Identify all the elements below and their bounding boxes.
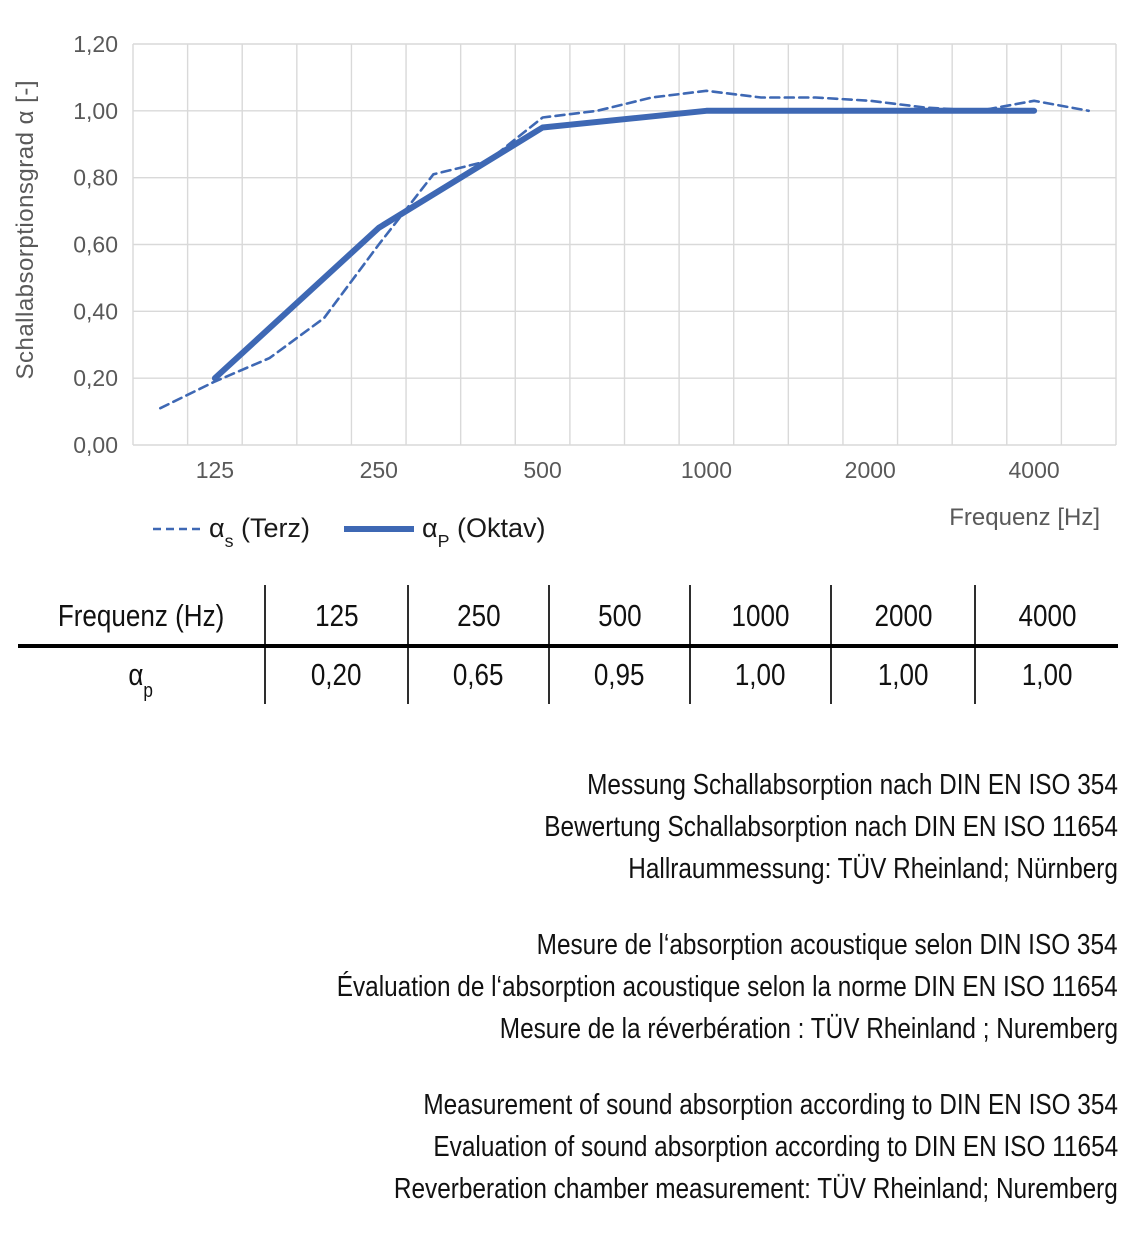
note-block-english xyxy=(0,1084,1118,1210)
x-axis-title: Frequenz [Hz] xyxy=(949,504,1100,531)
note-line: Messung Schallabsorption nach DIN EN ISO 354 xyxy=(587,769,1118,801)
chart-plot-area xyxy=(0,0,1135,500)
note-line: Mesure de la réverbération : TÜV Rheinland ; Nuremberg xyxy=(499,1013,1118,1045)
absorption-chart xyxy=(0,0,1135,585)
table-divider-rule xyxy=(18,644,1118,648)
svg-text:500: 500 xyxy=(523,457,562,483)
table-value-cell: 0,65 xyxy=(409,646,550,704)
legend-item-terz xyxy=(153,513,311,552)
table-frequency-header: 250 xyxy=(409,585,550,646)
svg-text:0,00: 0,00 xyxy=(73,432,118,458)
note-line: Measurement of sound absorption according to DIN EN ISO 354 xyxy=(423,1089,1118,1121)
y-tick-labels xyxy=(73,31,118,458)
dashed-line-swatch-icon xyxy=(153,524,201,534)
x-tick-labels xyxy=(196,457,1060,483)
note-line: Hallraummessung: TÜV Rheinland; Nürnberg xyxy=(628,853,1118,885)
legend-label: $\alpha_s$ (Terz) xyxy=(209,513,311,552)
svg-text:0,20: 0,20 xyxy=(73,365,118,392)
table-value-cell: 1,00 xyxy=(1021,657,1073,692)
note-block-french xyxy=(0,924,1118,1050)
legend-label: $\alpha_P$ (Oktav) xyxy=(422,513,546,552)
svg-text:250: 250 xyxy=(359,457,398,483)
svg-text:0,60: 0,60 xyxy=(73,231,118,258)
table-frequency-header: 2000 xyxy=(832,585,976,646)
note-line: Mesure de l‘absorption acoustique selon DIN ISO 354 xyxy=(537,929,1118,961)
svg-text:0,80: 0,80 xyxy=(73,164,118,191)
table-value-cell: 1,00 xyxy=(832,646,976,704)
svg-text:4000: 4000 xyxy=(1008,457,1060,483)
solid-line-swatch-icon xyxy=(344,524,414,534)
svg-text:1,00: 1,00 xyxy=(73,97,118,124)
table-frequency-header: 1000 xyxy=(691,585,832,646)
note-line: Évaluation de l‘absorption acoustique selon la norme DIN EN ISO 11654 xyxy=(337,971,1118,1003)
chart-legend xyxy=(153,513,580,552)
table-value-cell: 1,00 xyxy=(691,646,832,704)
svg-text:125: 125 xyxy=(195,457,235,483)
note-line: Bewertung Schallabsorption nach DIN EN ISO 11654 xyxy=(544,811,1118,843)
legend-item-oktav xyxy=(344,513,546,552)
note-line: Evaluation of sound absorption according to DIN EN ISO 11654 xyxy=(433,1131,1118,1163)
svg-text:2000: 2000 xyxy=(844,457,896,483)
table-row-label-alpha-p: $\alpha_p$ xyxy=(18,646,266,704)
table-frequency-header: 4000 xyxy=(1018,597,1076,633)
table-value-cell: 0,20 xyxy=(266,646,409,704)
svg-text:1000: 1000 xyxy=(680,457,733,483)
table-frequency-header: 500 xyxy=(550,585,691,646)
gridlines xyxy=(133,44,1116,445)
note-line: Reverberation chamber measurement: TÜV Rheinland; Nuremberg xyxy=(394,1173,1118,1205)
table-value-cell: 0,95 xyxy=(550,646,691,704)
table-frequency-header: 125 xyxy=(266,585,409,646)
svg-text:0,40: 0,40 xyxy=(73,298,118,325)
y-axis-title-text: Schallabsorptionsgrad α [-] xyxy=(12,80,39,380)
table-corner-header: Frequenz (Hz) xyxy=(18,585,266,646)
note-block-german xyxy=(0,764,1118,890)
svg-text:1,20: 1,20 xyxy=(73,31,118,57)
